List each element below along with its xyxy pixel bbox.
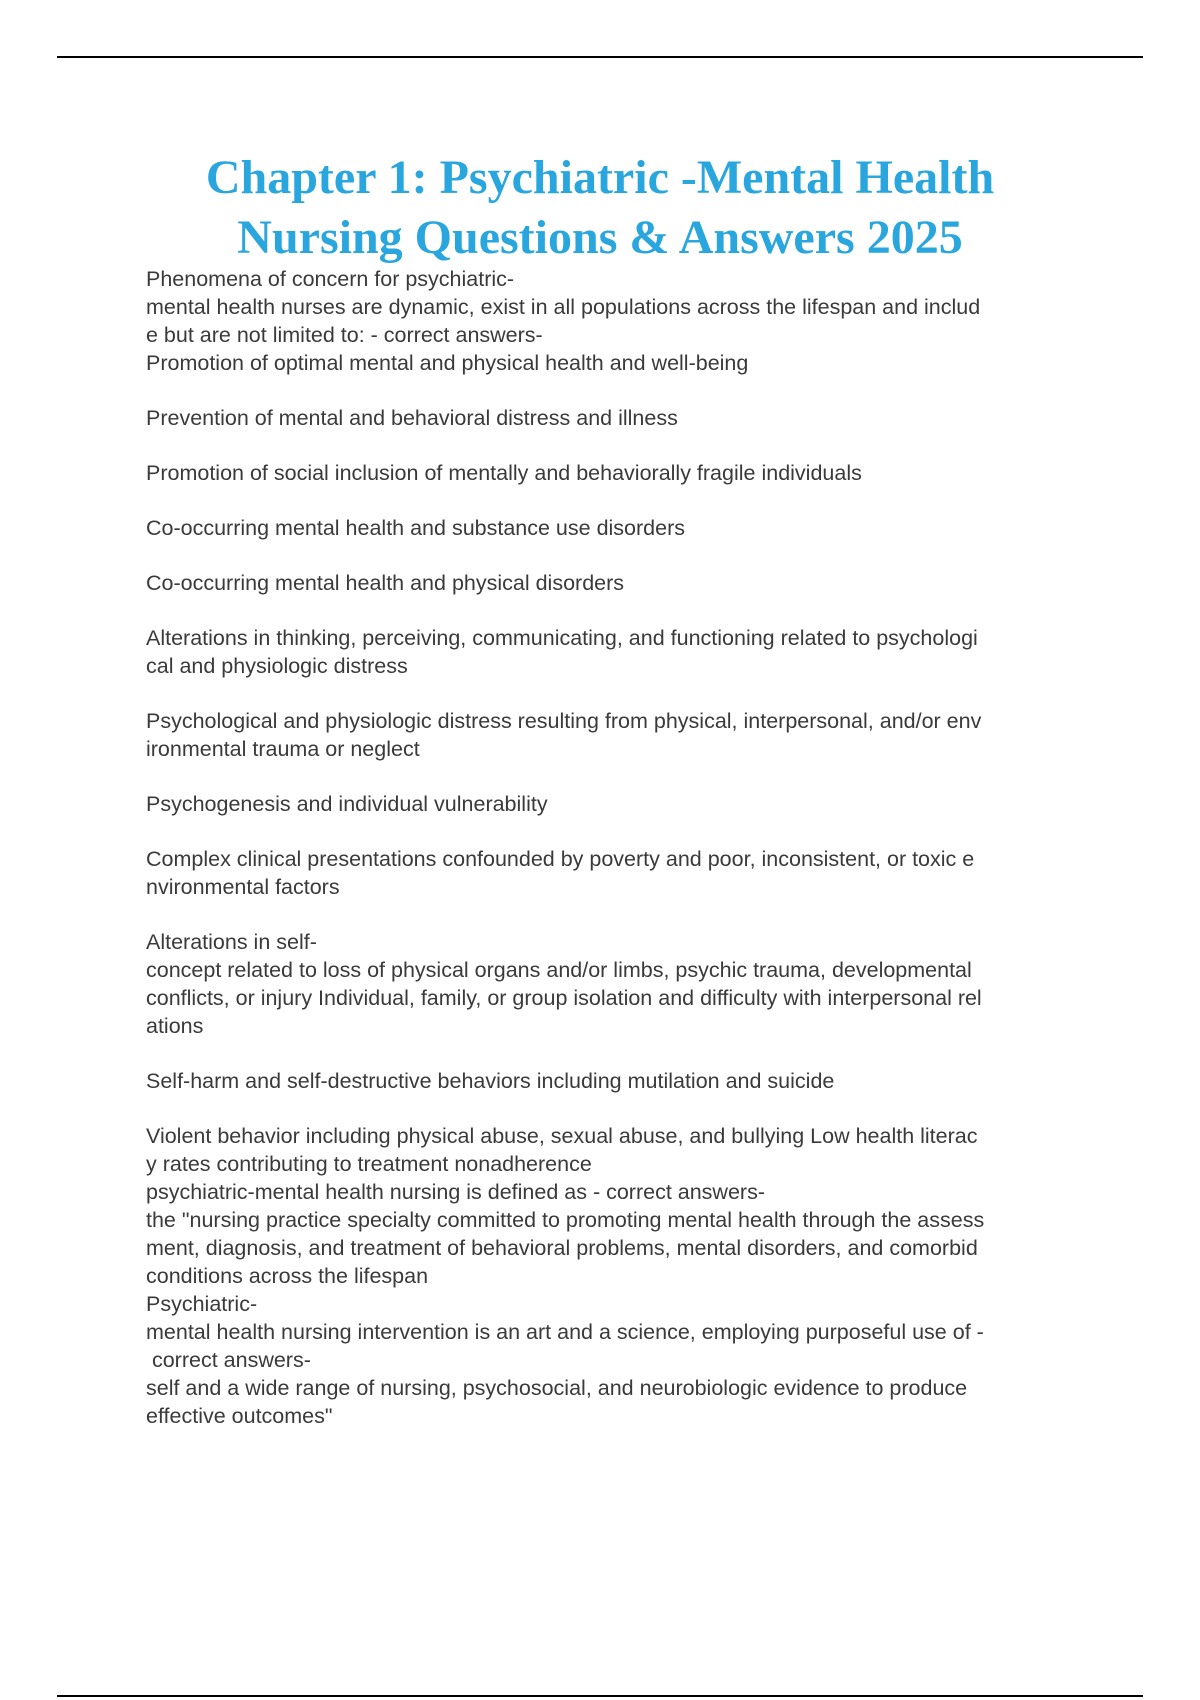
paragraph-gap <box>146 818 1096 845</box>
paragraph-gap <box>146 597 1096 624</box>
body-text-line: conditions across the lifespan <box>146 1264 429 1288</box>
page-title <box>60 148 1140 268</box>
body-text-line: psychiatric-mental health nursing is defined as - correct answers- <box>146 1180 765 1204</box>
body-text-line: Psychogenesis and individual vulnerability <box>146 792 548 816</box>
body-text-line: ations <box>146 1014 204 1038</box>
body-text-line: Self-harm and self-destructive behaviors including mutilation and suicide <box>146 1069 835 1093</box>
top-rule-divider <box>57 56 1143 58</box>
paragraph-gap <box>146 680 1096 707</box>
page-title-line-1: Chapter 1: Psychiatric -Mental Health <box>205 151 995 204</box>
body-text-line: ment, diagnosis, and treatment of behavioral problems, mental disorders, and comorbid <box>146 1236 978 1260</box>
body-text-line: Prevention of mental and behavioral distress and illness <box>146 406 678 430</box>
body-text-line: mental health nurses are dynamic, exist in all populations across the lifespan and includ <box>146 295 981 319</box>
body-text-line: mental health nursing intervention is an art and a science, employing purposeful use of - <box>146 1320 984 1344</box>
body-text-line: self and a wide range of nursing, psychosocial, and neurobiologic evidence to produce <box>146 1376 968 1400</box>
paragraph-gap <box>146 487 1096 514</box>
document-body <box>146 265 1096 1430</box>
body-text-line: Promotion of social inclusion of mentally and behaviorally fragile individuals <box>146 461 862 485</box>
paragraph-gap <box>146 763 1096 790</box>
body-text-line: Phenomena of concern for psychiatric- <box>146 267 515 291</box>
body-text-line: Psychiatric- <box>146 1292 258 1316</box>
body-text-line: Violent behavior including physical abuse, sexual abuse, and bullying Low health literac <box>146 1124 978 1148</box>
body-text-line: concept related to loss of physical organs and/or limbs, psychic trauma, developmental <box>146 958 972 982</box>
body-text-line: Alterations in self- <box>146 930 317 954</box>
body-text-line: Co-occurring mental health and substance use disorders <box>146 516 685 540</box>
body-text-line: conflicts, or injury Individual, family, or group isolation and difficulty with interpersonal rel <box>146 986 982 1010</box>
body-text-line: e but are not limited to: - correct answers- <box>146 323 543 347</box>
body-text-line: y rates contributing to treatment nonadherence <box>146 1152 592 1176</box>
bottom-rule-divider <box>57 1695 1143 1697</box>
body-text-line: ironmental trauma or neglect <box>146 737 420 761</box>
paragraph-gap <box>146 377 1096 404</box>
body-text-line: Co-occurring mental health and physical disorders <box>146 571 625 595</box>
paragraph-gap <box>146 901 1096 928</box>
body-text-line: Complex clinical presentations confounded by poverty and poor, inconsistent, or toxic e <box>146 847 975 871</box>
paragraph-gap <box>146 542 1096 569</box>
paragraph-gap <box>146 1095 1096 1122</box>
body-text-line: Alterations in thinking, perceiving, communicating, and functioning related to psychologi <box>146 626 978 650</box>
body-text-line: effective outcomes" <box>146 1404 333 1428</box>
body-text-line: correct answers- <box>146 1348 311 1372</box>
body-text-line: Promotion of optimal mental and physical health and well-being <box>146 351 749 375</box>
body-text-line: the "nursing practice specialty committed to promoting mental health through the assess <box>146 1208 985 1232</box>
body-text-line: cal and physiologic distress <box>146 654 408 678</box>
body-text-line: nvironmental factors <box>146 875 340 899</box>
body-text-line: Psychological and physiologic distress resulting from physical, interpersonal, and/or env <box>146 709 982 733</box>
paragraph-gap <box>146 432 1096 459</box>
page-title-line-2: Nursing Questions & Answers 2025 <box>237 211 963 264</box>
paragraph-gap <box>146 1040 1096 1067</box>
